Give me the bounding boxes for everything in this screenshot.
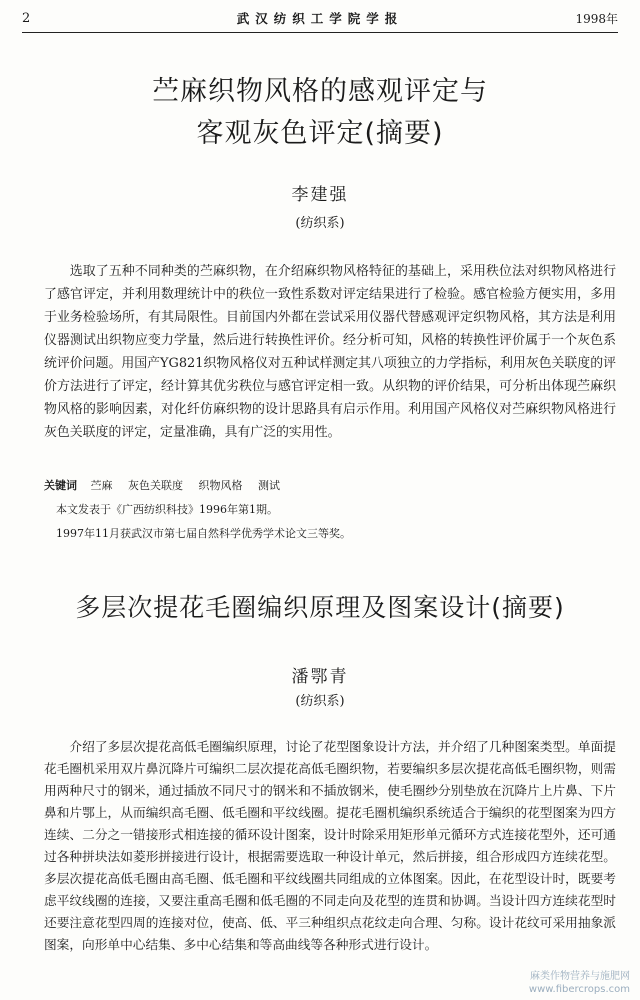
article1-department: (纺织系) [295,216,345,231]
keyword: 测试 [258,479,280,492]
keywords-line [44,478,616,494]
publication-note: 本文发表于《广西纺织科技》1996年第1期。 [56,503,278,516]
article2-author: 潘鄂青 [291,667,349,687]
article1-title-line2: 客观灰色评定(摘要) [196,118,444,149]
watermark-line1: 麻类作物营养与施肥网 [530,971,630,982]
award-note: 1997年11月获武汉市第七届自然科学优秀学术论文三等奖。 [56,527,351,540]
article1-meta [44,478,616,542]
article1-title-line1: 苎麻织物风格的感观评定与 [152,76,488,107]
keyword: 苎麻 [90,479,113,492]
article2-abstract: 介绍了多层次提花高低毛圈编织原理，讨论了花型图象设计方法，并介绍了几种图案类型。单面提花毛圈机采用双片鼻沉降片可编织二层次提花高低毛圈织物，若要编织多层次提花高低毛圈织物，则需用两种尺寸的钢米，通过插放不同尺寸的钢米和不插放钢米，使毛圈纱分别垫放在沉降片上片鼻、下片鼻和片鄂上，从而编织高毛圈、低毛圈和平纹线圈。提花毛圈机编织系统适合于编织的花型图案为四方连续、二分之一错接形式相连接的循环设计图案，设计时除采用矩形单元循环方式连接花型外，还可通过各种拼块法如菱形拼接进行设计，根据需要选取一种设计单元，然后拼接，组合形成四方连续花型。多层次提花高低毛圈由高毛圈、低毛圈和平纹线圈共同组成的立体图案。因此，在花型设计时，既要考虑平纹线圈的连接，又要注重高毛圈和低毛圈的不同走向及花型的连贯和协调。当设计四方连续花型时还要注意花型四周的连接对位，使高、低、平三种组织点花纹走向合理、匀称。设计花纹可采用抽象派图案，向形单中心结集、多中心结集和等高曲线等各种形式进行设计。 [44,739,616,952]
article1-abstract: 选取了五种不同种类的苎麻织物，在介绍麻织物风格特征的基础上，采用秩位法对织物风格进行了感官评定，并利用数理统计中的秩位一致性系数对评定结果进行了检验。感官检验方便实用，多用于业务检验场所，有其局限性。目前国内外都在尝试采用仪器代替感观评定织物风格，其方法是利用仪器测试出织物应变力学量，然后进行转换性评价。经分析可知，风格的转换性评价属于一个灰色系统评价问题。用国产YG821织物风格仪对五种试样测定其八项独立的力学指标，利用灰色关联度的评价方法进行了评定，经计算其优劣秩位与感官评定相一致。从织物的评价结果，可分析出体现苎麻织物风格的影响因素，对化纤仿麻织物的设计思路具有启示作用。利用国产风格仪对苎麻织物风格进行灰色关联度的评定，定量准确，具有广泛的实用性。 [44,264,616,440]
publication-year: 1998年 [575,12,618,26]
site-watermark [529,970,630,996]
journal-name: 武汉纺织工学院学报 [236,11,404,26]
keyword: 灰色关联度 [128,479,183,492]
running-header [22,6,618,33]
article1-author: 李建强 [291,185,349,205]
keywords-label: 关键词 [44,479,77,492]
keyword: 织物风格 [198,479,243,492]
article2-title: 多层次提花毛圈编织原理及图案设计(摘要) [75,593,565,622]
watermark-url: www.fibercrops.com [528,984,630,995]
article2-department: (纺织系) [295,694,345,709]
page-number: 2 [22,11,31,26]
